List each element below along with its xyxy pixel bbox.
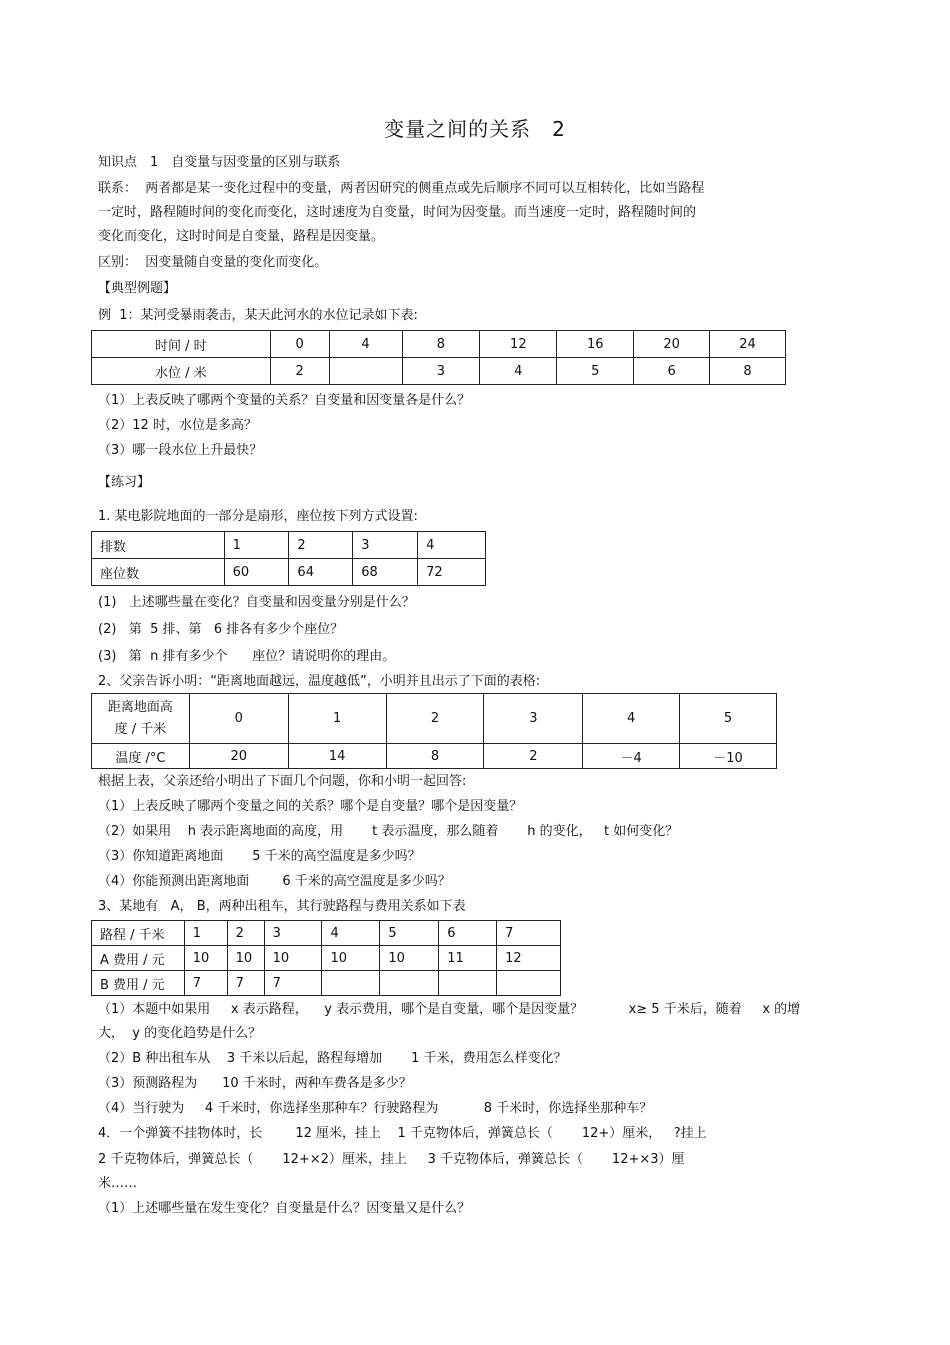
table-cell: 3 xyxy=(484,694,583,744)
example-1-question-1: （1）上表反映了哪两个变量的关系？自变量和因变量各是什么？ xyxy=(98,393,471,408)
table-header-cell xyxy=(92,694,190,744)
table-cell: 14 xyxy=(288,744,386,769)
table-cell: 11 xyxy=(439,946,497,971)
example-1-question-2: （2）12 时，水位是多高？ xyxy=(98,418,257,433)
table-cell: 10 xyxy=(380,946,439,971)
table-cell: 4 xyxy=(480,358,557,385)
table-cell xyxy=(380,971,439,996)
practice-heading: 【练习】 xyxy=(98,475,151,490)
table-cell: －10 xyxy=(680,744,777,769)
table-cell: 6 xyxy=(634,358,710,385)
difference-text: 区别： 因变量随自变量的变化而变化。 xyxy=(98,255,328,270)
table-cell: 60 xyxy=(224,559,289,586)
practice-3-question-1-line-1: （1）本题中如果用 x 表示路程， y 表示费用，哪个是自变量，哪个是因变量？ x≥ 5 千米后，随着 x 的增 xyxy=(98,1002,801,1017)
table-cell: 16 xyxy=(557,331,634,358)
practice-2-intro: 2、父亲告诉小明：“距离地面越远，温度越低”，小明并且出示了下面的表格: xyxy=(98,674,541,689)
altitude-temperature-table xyxy=(91,693,777,769)
practice-1-intro: 1. 某电影院地面的一部分是扇形，座位按下列方式设置: xyxy=(98,509,418,524)
table-cell: 0 xyxy=(189,694,288,744)
practice-1-question-1: (1) 上述哪些量在变化？自变量和因变量分别是什么？ xyxy=(98,595,415,610)
table-header-cell: 路程 / 千米 xyxy=(92,921,185,946)
table-cell: 10 xyxy=(264,946,322,971)
practice-3-question-1-line-2: 大， y 的变化趋势是什么？ xyxy=(98,1026,262,1041)
table-cell: 10 xyxy=(322,946,380,971)
table-cell: 7 xyxy=(227,971,264,996)
table-cell: 2 xyxy=(289,532,353,559)
table-cell: 0 xyxy=(270,331,329,358)
table-cell: 2 xyxy=(386,694,484,744)
table-cell: 20 xyxy=(634,331,710,358)
table-cell: 12 xyxy=(480,331,557,358)
table-cell xyxy=(329,358,402,385)
table-header-cell: A 费用 / 元 xyxy=(92,946,185,971)
header-line-2: 度 / 千米 xyxy=(114,721,167,737)
table-cell: 68 xyxy=(353,559,418,586)
practice-4-line-1: 4．一个弹簧不挂物体时，长 12 厘米，挂上 1 千克物体后，弹簧总长（ 12+）厘米， ?挂上 xyxy=(98,1126,707,1141)
water-level-table xyxy=(91,330,786,385)
relation-text-line-2: 一定时，路程随时间的变化而变化，这时速度为自变量，时间为因变量。而当速度一定时，路程随时间的 xyxy=(98,205,697,220)
page-title: 变量之间的关系 2 xyxy=(384,117,566,141)
table-cell: 2 xyxy=(484,744,583,769)
table-cell: 7 xyxy=(184,971,227,996)
practice-1-question-3: (3) 第 n 排有多少个 座位？请说明你的理由。 xyxy=(98,649,396,664)
practice-4-question-1: （1）上述哪些量在发生变化？自变量是什么？因变量又是什么？ xyxy=(98,1201,471,1216)
example-1-intro: 例 1：某河受暴雨袭击，某天此河水的水位记录如下表: xyxy=(98,308,418,323)
relation-text-line-1: 联系： 两者都是某一变化过程中的变量，两者因研究的侧重点或先后顺序不同可以互相转化，比如当路程 xyxy=(98,181,705,196)
practice-3-question-4: （4）当行驶为 4 千米时，你选择坐那种车？行驶路程为 8 千米时，你选择坐那种车？ xyxy=(98,1101,653,1116)
table-cell: 7 xyxy=(497,921,561,946)
table-cell: 24 xyxy=(710,331,786,358)
table-cell: 12 xyxy=(497,946,561,971)
table-cell: 3 xyxy=(402,358,480,385)
knowledge-point-heading: 知识点 1 自变量与因变量的区别与联系 xyxy=(98,155,341,170)
practice-3-intro: 3、某地有 A， B，两种出租车，其行驶路程与费用关系如下表 xyxy=(98,899,466,914)
table-cell: 8 xyxy=(386,744,484,769)
practice-2-question-1: （1）上表反映了哪两个变量之间的关系？哪个是自变量？哪个是因变量？ xyxy=(98,799,523,814)
table-cell: 10 xyxy=(227,946,264,971)
table-cell: 72 xyxy=(418,559,486,586)
table-cell: 4 xyxy=(418,532,486,559)
table-cell: 1 xyxy=(288,694,386,744)
table-cell: 10 xyxy=(184,946,227,971)
table-header-cell: 水位 / 米 xyxy=(92,358,271,385)
example-1-question-3: （3）哪一段水位上升最快？ xyxy=(98,443,263,458)
table-header-cell: 时间 / 时 xyxy=(92,331,271,358)
practice-2-question-4: （4）你能预测出距离地面 6 千米的高空温度是多少吗？ xyxy=(98,874,451,889)
table-cell: 2 xyxy=(270,358,329,385)
practice-2-lead: 根据上表，父亲还给小明出了下面几个问题，你和小明一起回答: xyxy=(98,774,467,789)
table-cell: 5 xyxy=(680,694,777,744)
practice-2-question-2: （2）如果用 h 表示距离地面的高度，用 t 表示温度，那么随着 h 的变化， t 如何变化？ xyxy=(98,824,679,839)
typical-examples-heading: 【典型例题】 xyxy=(98,281,177,296)
table-cell: 1 xyxy=(184,921,227,946)
table-header-cell: B 费用 / 元 xyxy=(92,971,185,996)
table-cell: 20 xyxy=(189,744,288,769)
practice-4-line-2: 2 千克物体后，弹簧总长（ 12+×2）厘米，挂上 3 千克物体后，弹簧总长（ 12+×3）厘 xyxy=(98,1152,685,1167)
table-cell: 3 xyxy=(264,921,322,946)
table-cell: 1 xyxy=(224,532,289,559)
table-cell: 64 xyxy=(289,559,353,586)
table-cell: 4 xyxy=(322,921,380,946)
table-cell: 8 xyxy=(710,358,786,385)
table-cell: 4 xyxy=(329,331,402,358)
table-cell: 8 xyxy=(402,331,480,358)
relation-text-line-3: 变化而变化，这时时间是自变量，路程是因变量。 xyxy=(98,229,385,244)
table-cell xyxy=(322,971,380,996)
table-cell: 7 xyxy=(264,971,322,996)
practice-1-question-2: (2) 第 5 排、第 6 排各有多少个座位？ xyxy=(98,622,344,637)
table-cell: 2 xyxy=(227,921,264,946)
practice-3-question-3: （3）预测路程为 10 千米时，两种车费各是多少？ xyxy=(98,1076,412,1091)
cinema-seats-table xyxy=(91,531,486,586)
header-line-1: 距离地面高 xyxy=(107,699,173,715)
practice-4-line-3: 米…… xyxy=(98,1176,138,1191)
table-cell: 5 xyxy=(380,921,439,946)
table-cell: 3 xyxy=(353,532,418,559)
table-cell xyxy=(497,971,561,996)
table-cell xyxy=(439,971,497,996)
table-header-cell: 座位数 xyxy=(92,559,225,586)
table-header-cell: 排数 xyxy=(92,532,225,559)
table-cell: 5 xyxy=(557,358,634,385)
table-cell: －4 xyxy=(583,744,680,769)
table-cell: 6 xyxy=(439,921,497,946)
table-header-cell: 温度 /°C xyxy=(92,744,190,769)
practice-3-question-2: （2）B 种出租车从 3 千米以后起，路程每增加 1 千米，费用怎么样变化？ xyxy=(98,1051,567,1066)
taxi-fare-table xyxy=(91,920,561,996)
table-cell: 4 xyxy=(583,694,680,744)
practice-2-question-3: （3）你知道距离地面 5 千米的高空温度是多少吗？ xyxy=(98,849,421,864)
